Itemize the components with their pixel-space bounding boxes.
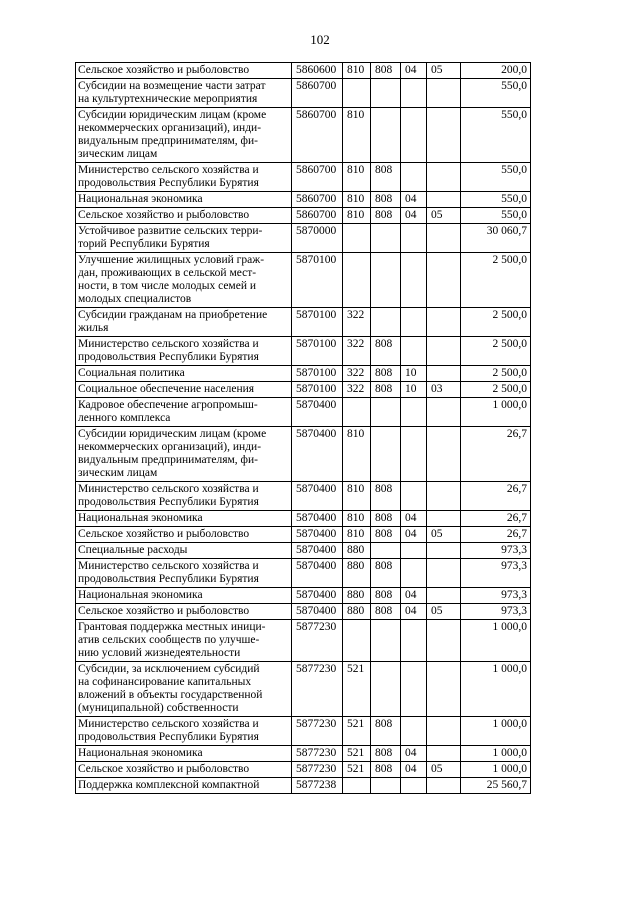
row-pr [427, 108, 461, 163]
table-row [76, 482, 531, 511]
row-name: Сельское хозяйство и рыболовство [76, 527, 292, 543]
row-vr: 880 [343, 588, 371, 604]
row-pr [427, 588, 461, 604]
row-code: 5870100 [292, 366, 343, 382]
row-pr [427, 337, 461, 366]
row-amount: 550,0 [461, 79, 531, 108]
row-grbs: 808 [371, 482, 401, 511]
row-code: 5877230 [292, 746, 343, 762]
row-vr: 810 [343, 427, 371, 482]
row-vr: 880 [343, 604, 371, 620]
row-code: 5860700 [292, 79, 343, 108]
table-row [76, 163, 531, 192]
row-pr: 05 [427, 527, 461, 543]
row-rz [401, 482, 427, 511]
row-amount: 2 500,0 [461, 253, 531, 308]
table-row [76, 511, 531, 527]
row-amount: 26,7 [461, 482, 531, 511]
table-row [76, 337, 531, 366]
row-name: Грантовая поддержка местных иници- атив сельских сообществ по улучше- нию условий жизнедеятельности [76, 620, 292, 662]
row-rz [401, 559, 427, 588]
row-grbs: 808 [371, 604, 401, 620]
row-name: Национальная экономика [76, 511, 292, 527]
row-code: 5877230 [292, 717, 343, 746]
row-code: 5860700 [292, 208, 343, 224]
row-amount: 550,0 [461, 163, 531, 192]
table-row [76, 662, 531, 717]
row-vr [343, 620, 371, 662]
row-vr: 810 [343, 482, 371, 511]
table-row [76, 63, 531, 79]
table-row [76, 308, 531, 337]
row-code: 5860700 [292, 108, 343, 163]
row-pr: 05 [427, 604, 461, 620]
row-code: 5860700 [292, 192, 343, 208]
row-name: Социальная политика [76, 366, 292, 382]
row-name: Национальная экономика [76, 192, 292, 208]
row-name: Кадровое обеспечение агропромыш- ленного комплекса [76, 398, 292, 427]
row-pr [427, 717, 461, 746]
row-code: 5877230 [292, 620, 343, 662]
row-code: 5877230 [292, 662, 343, 717]
row-rz: 04 [401, 762, 427, 778]
row-code: 5860600 [292, 63, 343, 79]
row-amount: 1 000,0 [461, 398, 531, 427]
row-pr: 05 [427, 63, 461, 79]
row-grbs: 808 [371, 588, 401, 604]
row-vr: 322 [343, 337, 371, 366]
row-vr [343, 253, 371, 308]
row-vr: 810 [343, 108, 371, 163]
row-pr [427, 482, 461, 511]
row-grbs: 808 [371, 337, 401, 366]
table-row [76, 746, 531, 762]
row-grbs [371, 427, 401, 482]
row-name: Министерство сельского хозяйства и продовольствия Республики Бурятия [76, 163, 292, 192]
row-code: 5870400 [292, 482, 343, 511]
row-pr: 05 [427, 208, 461, 224]
row-vr: 810 [343, 511, 371, 527]
row-name: Сельское хозяйство и рыболовство [76, 604, 292, 620]
row-pr [427, 559, 461, 588]
row-vr [343, 398, 371, 427]
row-amount: 30 060,7 [461, 224, 531, 253]
row-vr: 322 [343, 366, 371, 382]
row-amount: 1 000,0 [461, 746, 531, 762]
row-pr [427, 224, 461, 253]
row-rz [401, 543, 427, 559]
row-code: 5870400 [292, 559, 343, 588]
row-code: 5870400 [292, 588, 343, 604]
row-amount: 973,3 [461, 604, 531, 620]
row-code: 5870400 [292, 543, 343, 559]
row-pr: 03 [427, 382, 461, 398]
row-pr [427, 427, 461, 482]
row-vr [343, 778, 371, 794]
row-pr [427, 79, 461, 108]
table-row [76, 717, 531, 746]
row-vr: 521 [343, 662, 371, 717]
table-row [76, 527, 531, 543]
row-code: 5870400 [292, 604, 343, 620]
row-code: 5870400 [292, 398, 343, 427]
table-row [76, 559, 531, 588]
table-row [76, 253, 531, 308]
row-grbs [371, 398, 401, 427]
row-rz [401, 308, 427, 337]
row-vr: 880 [343, 559, 371, 588]
row-rz: 04 [401, 192, 427, 208]
row-rz [401, 620, 427, 662]
row-amount: 26,7 [461, 527, 531, 543]
row-name: Устойчивое развитие сельских терри- торий Республики Бурятия [76, 224, 292, 253]
row-amount: 550,0 [461, 108, 531, 163]
row-grbs: 808 [371, 746, 401, 762]
row-pr [427, 308, 461, 337]
row-rz [401, 224, 427, 253]
row-pr [427, 620, 461, 662]
row-grbs: 808 [371, 192, 401, 208]
row-grbs [371, 778, 401, 794]
row-amount: 26,7 [461, 427, 531, 482]
row-vr [343, 79, 371, 108]
row-amount: 200,0 [461, 63, 531, 79]
row-pr [427, 662, 461, 717]
row-amount: 1 000,0 [461, 620, 531, 662]
row-grbs [371, 253, 401, 308]
table-row [76, 79, 531, 108]
row-rz [401, 662, 427, 717]
row-pr [427, 253, 461, 308]
row-grbs: 808 [371, 762, 401, 778]
row-amount: 1 000,0 [461, 662, 531, 717]
page-number: 102 [310, 32, 330, 47]
row-amount: 550,0 [461, 192, 531, 208]
row-code: 5870400 [292, 527, 343, 543]
row-pr [427, 163, 461, 192]
row-rz [401, 337, 427, 366]
table-row [76, 398, 531, 427]
row-grbs: 808 [371, 527, 401, 543]
row-amount: 26,7 [461, 511, 531, 527]
row-name: Сельское хозяйство и рыболовство [76, 762, 292, 778]
row-name: Сельское хозяйство и рыболовство [76, 63, 292, 79]
row-amount: 1 000,0 [461, 762, 531, 778]
row-code: 5877230 [292, 762, 343, 778]
row-rz: 10 [401, 366, 427, 382]
table-row [76, 192, 531, 208]
row-name: Поддержка комплексной компактной [76, 778, 292, 794]
table-row [76, 108, 531, 163]
row-vr [343, 224, 371, 253]
row-name: Субсидии юридическим лицам (кроме некоммерческих организаций), инди- видуальным предпринимателям, фи- зическим лицам [76, 427, 292, 482]
table-row [76, 224, 531, 253]
row-vr: 810 [343, 163, 371, 192]
row-amount: 550,0 [461, 208, 531, 224]
row-grbs [371, 662, 401, 717]
row-grbs: 808 [371, 163, 401, 192]
row-code: 5870100 [292, 253, 343, 308]
row-name: Субсидии на возмещение части затрат на культуртехнические мероприятия [76, 79, 292, 108]
row-rz [401, 427, 427, 482]
row-rz [401, 108, 427, 163]
row-grbs: 808 [371, 63, 401, 79]
row-grbs: 808 [371, 208, 401, 224]
row-name: Улучшение жилищных условий граж- дан, проживающих в сельской мест- ности, в том числе молодых семей и молодых специалистов [76, 253, 292, 308]
row-grbs: 808 [371, 511, 401, 527]
budget-table [75, 62, 531, 794]
row-rz [401, 163, 427, 192]
row-name: Национальная экономика [76, 746, 292, 762]
row-amount: 25 560,7 [461, 778, 531, 794]
row-grbs [371, 79, 401, 108]
row-name: Министерство сельского хозяйства и продовольствия Республики Бурятия [76, 482, 292, 511]
row-grbs [371, 224, 401, 253]
row-name: Субсидии гражданам на приобретение жилья [76, 308, 292, 337]
table-row [76, 208, 531, 224]
row-vr: 880 [343, 543, 371, 559]
row-vr: 322 [343, 308, 371, 337]
row-rz: 04 [401, 63, 427, 79]
row-code: 5877238 [292, 778, 343, 794]
row-pr [427, 746, 461, 762]
row-vr: 521 [343, 717, 371, 746]
row-grbs [371, 108, 401, 163]
row-amount: 973,3 [461, 588, 531, 604]
row-amount: 973,3 [461, 543, 531, 559]
row-grbs: 808 [371, 717, 401, 746]
row-vr: 810 [343, 192, 371, 208]
row-pr [427, 778, 461, 794]
row-rz: 04 [401, 527, 427, 543]
row-code: 5860700 [292, 163, 343, 192]
row-rz: 04 [401, 588, 427, 604]
row-code: 5870400 [292, 511, 343, 527]
row-rz: 04 [401, 604, 427, 620]
row-vr: 521 [343, 762, 371, 778]
table-row [76, 604, 531, 620]
row-pr [427, 511, 461, 527]
row-grbs [371, 543, 401, 559]
row-grbs: 808 [371, 382, 401, 398]
row-code: 5870000 [292, 224, 343, 253]
row-rz [401, 253, 427, 308]
row-amount: 2 500,0 [461, 308, 531, 337]
table-row [76, 778, 531, 794]
row-rz [401, 79, 427, 108]
row-rz: 04 [401, 208, 427, 224]
row-pr [427, 366, 461, 382]
row-name: Специальные расходы [76, 543, 292, 559]
row-grbs: 808 [371, 366, 401, 382]
row-pr [427, 398, 461, 427]
row-name: Субсидии юридическим лицам (кроме некоммерческих организаций), инди- видуальным предпринимателям, фи- зическим лицам [76, 108, 292, 163]
row-name: Субсидии, за исключением субсидий на софинансирование капитальных вложений в объекты государственной (муниципальной) собственности [76, 662, 292, 717]
row-code: 5870400 [292, 427, 343, 482]
row-rz [401, 717, 427, 746]
row-pr [427, 543, 461, 559]
row-vr: 810 [343, 63, 371, 79]
row-vr: 521 [343, 746, 371, 762]
row-grbs [371, 620, 401, 662]
row-vr: 322 [343, 382, 371, 398]
table-row [76, 762, 531, 778]
row-name: Министерство сельского хозяйства и продовольствия Республики Бурятия [76, 337, 292, 366]
table-row [76, 543, 531, 559]
row-grbs: 808 [371, 559, 401, 588]
row-pr [427, 192, 461, 208]
row-amount: 2 500,0 [461, 366, 531, 382]
row-rz: 10 [401, 382, 427, 398]
row-vr: 810 [343, 208, 371, 224]
table-row [76, 588, 531, 604]
row-name: Национальная экономика [76, 588, 292, 604]
table-row [76, 366, 531, 382]
table-row [76, 382, 531, 398]
row-code: 5870100 [292, 337, 343, 366]
row-rz: 04 [401, 511, 427, 527]
row-amount: 973,3 [461, 559, 531, 588]
row-rz [401, 398, 427, 427]
row-vr: 810 [343, 527, 371, 543]
table-row [76, 620, 531, 662]
row-code: 5870100 [292, 382, 343, 398]
row-name: Социальное обеспечение населения [76, 382, 292, 398]
row-amount: 2 500,0 [461, 337, 531, 366]
row-rz: 04 [401, 746, 427, 762]
row-name: Министерство сельского хозяйства и продовольствия Республики Бурятия [76, 559, 292, 588]
row-code: 5870100 [292, 308, 343, 337]
row-name: Министерство сельского хозяйства и продовольствия Республики Бурятия [76, 717, 292, 746]
table-row [76, 427, 531, 482]
row-rz [401, 778, 427, 794]
row-amount: 2 500,0 [461, 382, 531, 398]
row-amount: 1 000,0 [461, 717, 531, 746]
row-grbs [371, 308, 401, 337]
row-name: Сельское хозяйство и рыболовство [76, 208, 292, 224]
row-pr: 05 [427, 762, 461, 778]
